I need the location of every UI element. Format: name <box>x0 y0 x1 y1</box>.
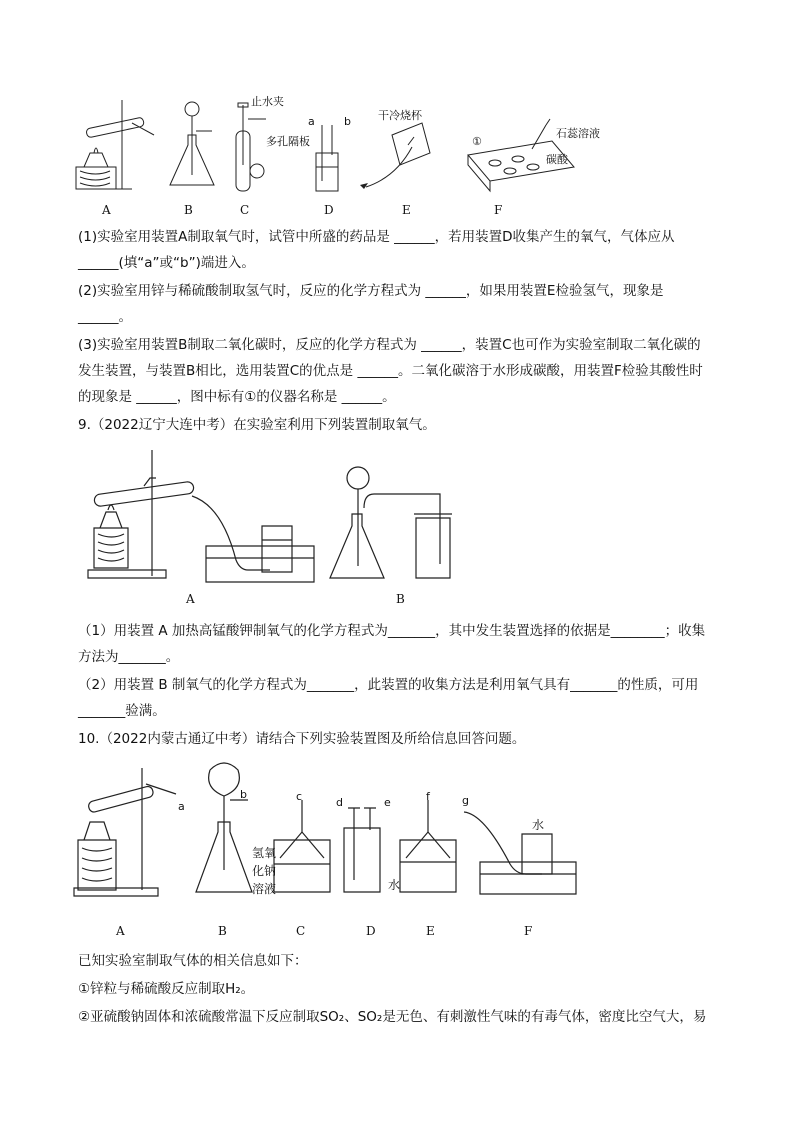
q10-info2: ②亚硫酸钠固体和浓硫酸常温下反应制取SO₂、SO₂是无色、有刺激性气味的有毒气体，密度比空气大，易 <box>78 1009 707 1025</box>
fig3-label-c: C <box>296 924 306 938</box>
fig3-naoh-1: 氢氧 <box>252 846 277 860</box>
fig3-label-b: B <box>218 924 227 938</box>
q9-title: 9.（2022辽宁大连中考）在实验室利用下列装置制取氧气。 <box>78 417 436 433</box>
q9-p1-line1: （1）用装置 A 加热高锰酸钾制氧气的化学方程式为_______，其中发生装置选择的依据是________；收集 <box>78 623 706 639</box>
fig3-label-d: D <box>366 924 376 938</box>
q8-p1-line2: ______(填“a”或“b”)端进入。 <box>78 255 255 271</box>
q10-info1: ①锌粒与稀硫酸反应制取H₂。 <box>78 981 255 997</box>
q9-p1-line2: 方法为_______。 <box>78 649 180 665</box>
fig3-port-a: a <box>178 800 185 813</box>
figure-3 <box>70 760 590 945</box>
fig3-port-b: b <box>240 788 247 801</box>
q8-p3-line3: 的现象是 ______，图中标有①的仪器名称是 ______。 <box>78 389 396 405</box>
q8-p2-line1: (2)实验室用锌与稀硫酸制取氢气时，反应的化学方程式为 ______，如果用装置E检验氢气，现象是 <box>78 283 664 299</box>
q8-p2-line2: ______。 <box>78 309 132 325</box>
fig2-label-a: A <box>186 592 195 606</box>
fig1-label-c: C <box>240 203 250 217</box>
fig1-f-annot2: 碳酸 <box>546 153 568 166</box>
q9-p2-line2: _______验满。 <box>78 703 166 719</box>
fig1-label-e: E <box>402 203 411 217</box>
fig3-port-e: e <box>384 796 391 809</box>
fig2-label-b: B <box>396 592 405 606</box>
fig3-water-e: 水 <box>388 878 401 892</box>
fig3-label-e: E <box>426 924 435 938</box>
fig1-d-port-b: b <box>344 115 351 128</box>
q10-title: 10.（2022内蒙古通辽中考）请结合下列实验装置图及所给信息回答问题。 <box>78 731 526 747</box>
fig3-port-g: g <box>462 794 469 807</box>
figure-2-drawing <box>78 448 468 588</box>
fig1-f-annot1: 石蕊溶液 <box>556 127 600 140</box>
q9-p2-line1: （2）用装置 B 制氧气的化学方程式为_______，此装置的收集方法是利用氧气具有_______的性质，可用 <box>78 677 699 693</box>
figure-1 <box>70 95 630 220</box>
fig1-label-b: B <box>184 203 193 217</box>
fig3-port-c: c <box>296 790 303 803</box>
fig1-d-port-a: a <box>308 115 315 128</box>
q8-p3-line2: 发生装置，与装置B相比，选用装置C的优点是 ______。二氧化碳溶于水形成碳酸，用装置F检验其酸性时 <box>78 363 703 379</box>
fig3-label-f: F <box>524 924 533 938</box>
fig3-port-d: d <box>336 796 343 809</box>
fig3-label-a: A <box>116 924 125 938</box>
fig3-water-f: 水 <box>532 818 545 832</box>
q8-p1-line1: (1)实验室用装置A制取氧气时，试管中所盛的药品是 ______，若用装置D收集产生的氧气，气体应从 <box>78 229 675 245</box>
fig1-label-f: F <box>494 203 503 217</box>
q10-info-title: 已知实验室制取气体的相关信息如下： <box>78 953 308 969</box>
fig3-naoh-3: 溶液 <box>252 882 277 896</box>
fig3-port-f: f <box>426 790 430 803</box>
fig3-naoh-2: 化钠 <box>252 864 277 878</box>
fig1-label-a: A <box>102 203 111 217</box>
figure-2 <box>78 448 468 608</box>
fig1-e-annot: 干冷烧杯 <box>378 109 422 122</box>
fig1-c-annot-top: 止水夹 <box>251 95 284 108</box>
q8-p3-line1: (3)实验室用装置B制取二氧化碳时，反应的化学方程式为 ______，装置C也可作为实验室制取二氧化碳的 <box>78 337 701 353</box>
fig1-c-annot-side: 多孔隔板 <box>266 135 310 148</box>
figure-3-drawing <box>70 760 590 900</box>
fig1-label-d: D <box>324 203 334 217</box>
fig1-f-circle: ① <box>472 135 482 148</box>
